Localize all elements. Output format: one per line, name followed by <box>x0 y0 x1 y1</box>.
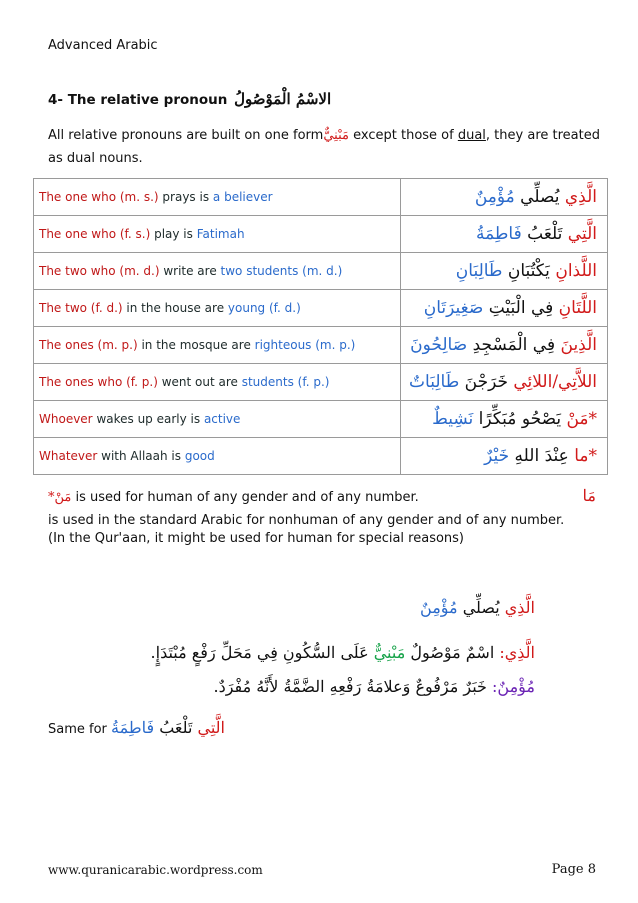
note-ma <box>48 512 608 548</box>
parsing-pronoun-built: مَبْنِيٌّ <box>373 643 406 662</box>
same-for-pronoun: الَّتِي <box>197 718 225 737</box>
note-man <box>48 486 608 507</box>
ar-middle: عِنْدَ اللهِ <box>509 446 575 466</box>
table-row <box>34 327 608 364</box>
parsing-predicate-word: مُؤْمِنٌ: <box>492 677 535 696</box>
ar-middle: يَكْتُبَانِ <box>502 261 556 281</box>
parsing-pronoun-desc: اسْمٌ مَوْصُولٌ <box>405 643 500 662</box>
english-cell <box>34 364 401 401</box>
table-row <box>34 438 608 475</box>
note-ma-ar: مَا <box>582 486 596 505</box>
note-man-text: is used for human of any gender and of any number. <box>71 490 419 505</box>
en-predicate: good <box>184 449 215 463</box>
en-middle: in the mosque are <box>137 338 255 352</box>
ar-predicate: فَاطِمَةُ <box>475 224 522 244</box>
section-heading <box>48 90 348 108</box>
english-cell <box>34 179 401 216</box>
ar-pronoun: الَّذِي <box>564 187 597 207</box>
document-header: Advanced Arabic <box>48 38 158 53</box>
table-row <box>34 179 608 216</box>
intro-part-2: except those of <box>348 128 458 143</box>
en-middle: play is <box>150 227 197 241</box>
table-row <box>34 216 608 253</box>
en-predicate: students (f. p.) <box>241 375 330 389</box>
ar-pronoun: اللَّذانِ <box>555 261 597 281</box>
intro-part-1: All relative pronouns are built on one form <box>48 128 324 143</box>
ar-pronoun: الَّذِينَ <box>560 335 597 355</box>
parsing-pronoun-word: الَّذِي: <box>499 643 535 662</box>
ar-middle: يَصْحُو مُبَكِّرًا <box>473 409 567 429</box>
note-ma-text: is used in the standard Arabic for nonhuman of any gender and of any number. <box>48 513 565 528</box>
english-cell <box>34 253 401 290</box>
parsing-pronoun-rest: عَلَى السُّكُونِ فِي مَحَلِّ رَفْعٍ مُبْتَدَإٍ. <box>150 643 374 662</box>
english-cell <box>34 216 401 253</box>
ar-predicate: صَالِحُونَ <box>410 335 468 355</box>
intro-form-ar: مَبْنِيٌّ <box>323 128 349 143</box>
ar-predicate: طَالِبَانِ <box>455 261 503 281</box>
relative-pronoun-table <box>33 178 608 475</box>
en-middle: with Allaah is <box>97 449 185 463</box>
ar-pronoun: الَّتِي <box>567 224 597 244</box>
parsing-line-predicate <box>213 677 535 696</box>
en-middle: write are <box>159 264 221 278</box>
table-row <box>34 364 608 401</box>
ar-middle: فِي الْبَيْتِ <box>483 298 559 318</box>
parsing-line-pronoun <box>151 643 535 662</box>
ar-predicate: صَغِيرَتَانِ <box>423 298 484 318</box>
same-for-predicate: فَاطِمَةُ <box>111 718 155 737</box>
intro-paragraph <box>48 124 608 170</box>
example-pronoun: الَّذِي <box>504 598 535 617</box>
ar-middle: خَرَجْنَ <box>459 372 514 392</box>
en-subject: The ones (m. p.) <box>39 338 138 352</box>
ar-pronoun: اللَّتَانِ <box>558 298 597 318</box>
english-cell <box>34 327 401 364</box>
en-middle: in the house are <box>122 301 228 315</box>
ar-predicate: طَالِبَاتٌ <box>409 372 460 392</box>
footer-page-number: Page 8 <box>551 862 596 877</box>
en-predicate: young (f. d.) <box>227 301 301 315</box>
section-heading-en: 4- The relative pronoun <box>48 92 228 108</box>
ar-middle: فِي الْمَسْجِدِ <box>467 335 561 355</box>
intro-part-3: , they are treated as dual nouns. <box>48 128 600 166</box>
en-subject: The one who (f. s.) <box>39 227 151 241</box>
en-predicate: a believer <box>212 190 273 204</box>
example-predicate: مُؤْمِنٌ <box>420 598 458 617</box>
ar-pronoun: *ما <box>574 446 597 466</box>
en-subject: The two (f. d.) <box>39 301 123 315</box>
table-row <box>34 290 608 327</box>
en-subject: The two who (m. d.) <box>39 264 160 278</box>
example-sentence <box>420 598 535 617</box>
en-subject: The ones who (f. p.) <box>39 375 158 389</box>
en-predicate: active <box>203 412 241 426</box>
example-verb: يُصلِّي <box>457 598 505 617</box>
ar-predicate: مُؤْمِنٌ <box>474 187 515 207</box>
note-quran-text: (In the Qur'aan, it might be used for human for special reasons) <box>48 531 465 546</box>
en-predicate: two students (m. d.) <box>220 264 343 278</box>
arabic-cell <box>401 364 608 401</box>
table-row <box>34 401 608 438</box>
english-cell <box>34 290 401 327</box>
en-middle: went out are <box>157 375 242 389</box>
same-for-line <box>48 718 225 737</box>
en-subject: The one who (m. s.) <box>39 190 159 204</box>
en-middle: wakes up early is <box>92 412 204 426</box>
en-predicate: Fatimah <box>196 227 245 241</box>
arabic-cell <box>401 179 608 216</box>
arabic-cell <box>401 327 608 364</box>
same-for-label: Same for <box>48 722 112 737</box>
footer-website: www.quranicarabic.wordpress.com <box>48 863 263 877</box>
parsing-predicate-desc: خَبَرٌ مَرْفُوعٌ وَعلامَةُ رَفْعِهِ الضَّمَّةُ لأَنَّهُ مُفْرَدٌ. <box>213 677 493 696</box>
arabic-cell <box>401 290 608 327</box>
ar-predicate: نَشِيطٌ <box>432 409 474 429</box>
arabic-cell <box>401 438 608 475</box>
english-cell <box>34 401 401 438</box>
en-subject: Whoever <box>39 412 93 426</box>
note-man-ar: *مَنْ <box>48 490 72 505</box>
ar-pronoun: *مَنْ <box>566 409 597 429</box>
arabic-cell <box>401 401 608 438</box>
en-subject: Whatever <box>39 449 98 463</box>
same-for-verb: تَلْعَبُ <box>154 718 198 737</box>
ar-pronoun: اللاَّتِي/اللائِي <box>513 372 597 392</box>
arabic-cell <box>401 253 608 290</box>
en-middle: prays is <box>158 190 213 204</box>
ar-predicate: خَيْرٌ <box>484 446 510 466</box>
arabic-cell <box>401 216 608 253</box>
en-predicate: righteous (m. p.) <box>254 338 356 352</box>
english-cell <box>34 438 401 475</box>
table-row <box>34 253 608 290</box>
ar-middle: تَلْعَبُ <box>521 224 568 244</box>
section-heading-ar: الاسْمُ الْمَوْصُولُ <box>234 90 332 108</box>
ar-middle: يُصلِّي <box>514 187 565 207</box>
intro-dual-word: dual <box>457 128 486 143</box>
